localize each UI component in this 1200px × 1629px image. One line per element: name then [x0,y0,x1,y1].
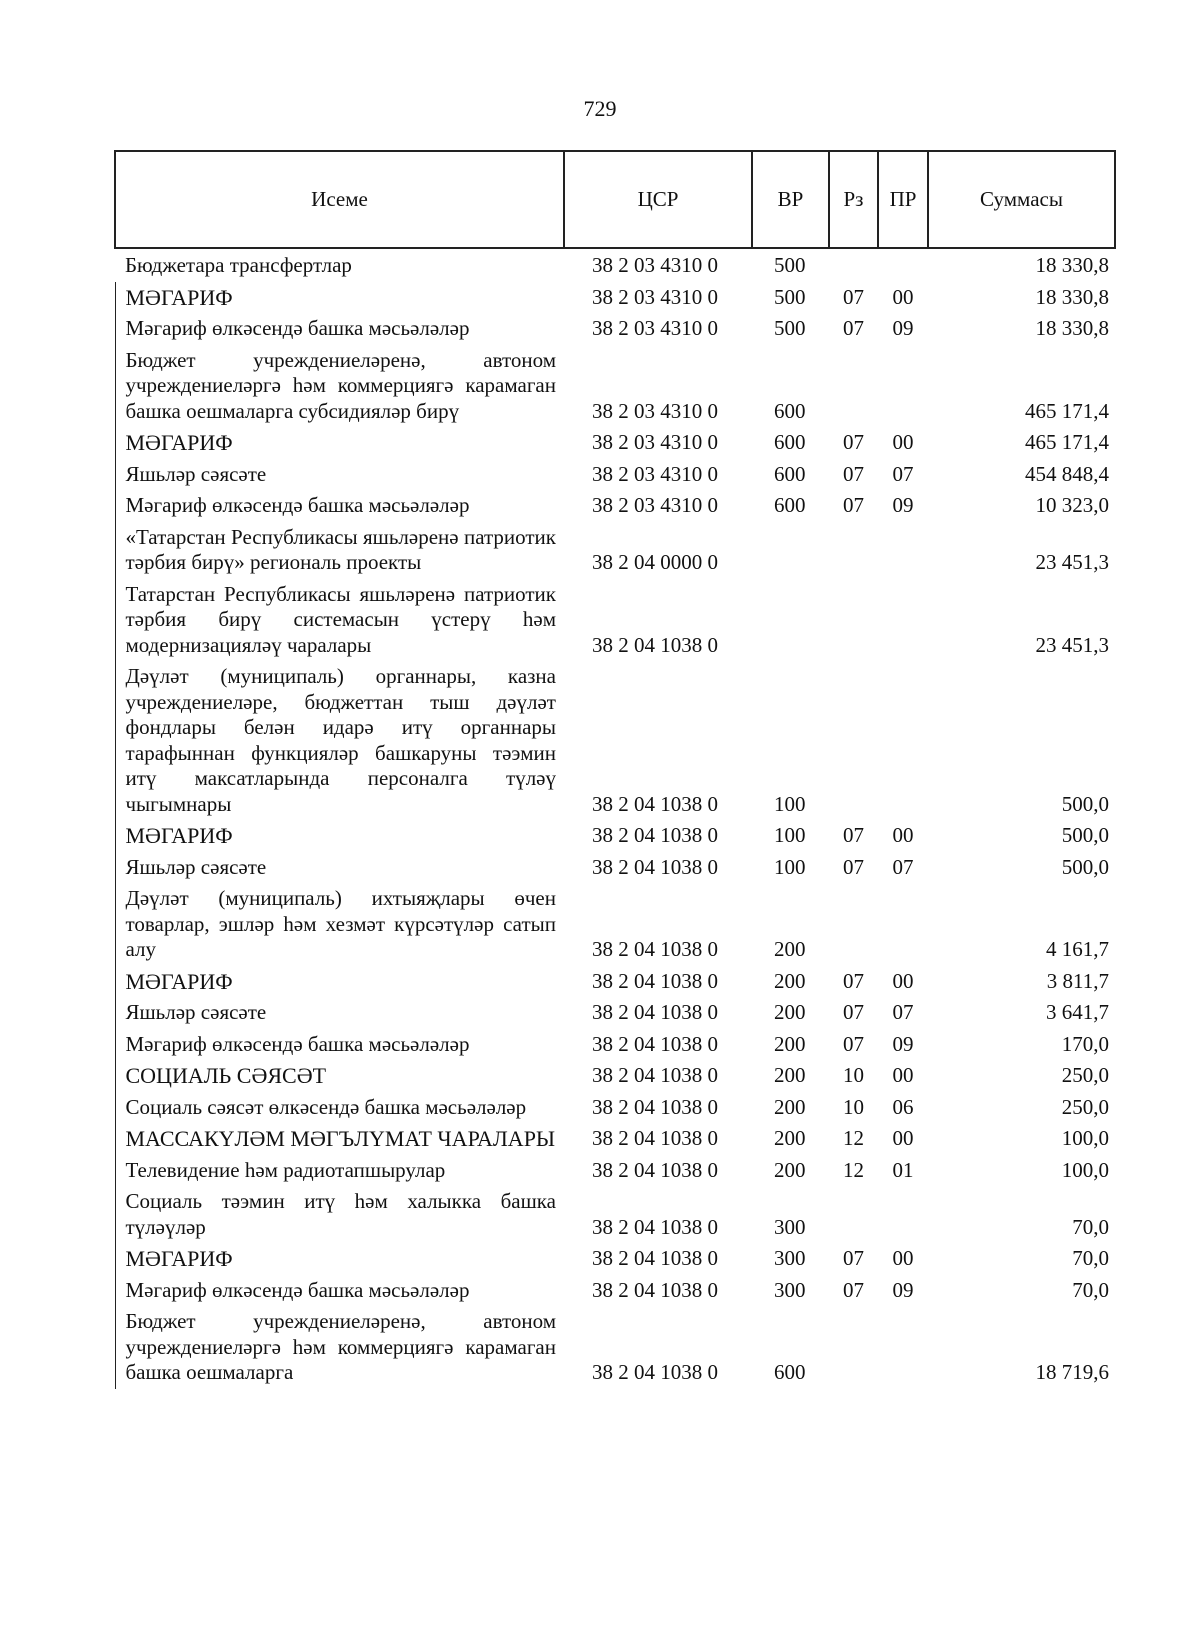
cell-rz [829,579,878,662]
cell-name: Социаль тәэмин итү һәм халыкка башка түләүләр [115,1186,564,1243]
cell-vr: 600 [774,430,806,454]
cell-pr [878,661,928,820]
table-row [115,579,1115,662]
cell-name: Яшьләр сәясәте [115,459,564,491]
cell-name: Бюджет учреждениеләренә, автоном учреждениеләргә һәм коммерциягә карамаган башка оешмаларга субсидияләр бирү [115,345,564,428]
table-row [115,997,1115,1029]
cell-vr: 200 [774,937,806,961]
cell-csr: 38 2 03 4310 0 [592,316,718,340]
table-row [115,282,1115,314]
cell-rz [829,661,878,820]
page-number: 729 [583,96,617,121]
cell-sum: 18 330,8 [1035,253,1109,277]
cell-pr: 00 [892,823,914,847]
cell-pr [878,248,928,282]
table-row [115,820,1115,852]
table-row [115,248,1115,282]
cell-rz [829,248,878,282]
cell-sum: 500,0 [1061,823,1109,847]
cell-csr: 38 2 03 4310 0 [592,493,718,517]
cell-pr: 00 [892,968,914,993]
cell-pr: 09 [892,493,914,517]
cell-pr: 09 [892,1277,914,1302]
cell-csr: 38 2 04 1038 0 [592,1157,718,1182]
table-row [115,1155,1115,1187]
cell-vr: 300 [774,1246,806,1270]
cell-pr [878,1186,928,1243]
cell-rz [829,522,878,579]
header-pr: ПР [878,151,928,248]
cell-vr: 200 [774,1157,806,1182]
cell-csr: 38 2 04 1038 0 [592,1000,718,1024]
table-row [115,313,1115,345]
cell-pr: 07 [892,1000,914,1024]
cell-csr: 38 2 03 4310 0 [592,398,718,423]
cell-sum: 500,0 [1061,854,1109,879]
cell-sum: 250,0 [1061,1094,1109,1119]
cell-name: МӘГАРИФ [115,282,564,314]
cell-rz: 07 [843,823,864,847]
cell-name: СОЦИАЛЬ СӘЯСӘТ [115,1060,564,1092]
cell-csr: 38 2 04 1038 0 [592,1214,718,1239]
cell-rz: 07 [843,493,864,517]
cell-pr: 07 [892,461,914,486]
cell-pr: 06 [892,1094,914,1119]
cell-vr [752,579,829,662]
cell-name: Телевидение һәм радиотапшырулар [115,1155,564,1187]
cell-csr: 38 2 03 4310 0 [592,253,718,277]
table-row [115,1243,1115,1275]
cell-vr: 200 [774,1000,806,1024]
cell-vr: 300 [774,1277,806,1302]
table-row [115,1092,1115,1124]
cell-sum: 3 811,7 [1046,968,1109,993]
header-rz: Рз [829,151,878,248]
cell-csr: 38 2 04 1038 0 [592,1246,718,1270]
cell-pr: 00 [892,1246,914,1270]
cell-sum: 170,0 [1061,1031,1109,1056]
cell-pr: 00 [892,284,914,309]
table-row [115,345,1115,428]
table-row [115,852,1115,884]
cell-csr: 38 2 04 1038 0 [592,1031,718,1056]
header-sum: Суммасы [928,151,1115,248]
cell-csr: 38 2 04 1038 0 [592,1094,718,1119]
cell-sum: 70,0 [1072,1214,1109,1239]
cell-csr: 38 2 04 1038 0 [592,791,718,816]
cell-vr: 500 [774,316,806,340]
cell-name: Мәгариф өлкәсендә башка мәсьәләләр [115,490,564,522]
table-row [115,1306,1115,1389]
cell-rz: 07 [843,1031,864,1056]
cell-name: «Татарстан Республикасы яшьләренә патриотик тәрбия бирү» региональ проекты [115,522,564,579]
cell-sum: 70,0 [1072,1246,1109,1270]
cell-rz [829,345,878,428]
cell-name: МӘГАРИФ [115,1243,564,1275]
cell-vr: 600 [774,493,806,517]
cell-name: Татарстан Республикасы яшьләренә патриотик тәрбия бирү системасын үстерү һәм модернизацияләү чаралары [115,579,564,662]
table-row [115,1186,1115,1243]
cell-csr: 38 2 04 1038 0 [592,1277,718,1302]
cell-sum: 465 171,4 [1025,430,1109,454]
table-row [115,661,1115,820]
cell-sum: 10 323,0 [1035,493,1109,517]
cell-vr: 200 [774,1031,806,1056]
cell-vr: 500 [774,284,806,309]
cell-pr: 09 [892,1031,914,1056]
cell-rz: 07 [843,316,864,340]
cell-pr: 00 [892,1126,914,1150]
cell-name: МӘГАРИФ [115,820,564,852]
cell-rz: 07 [843,1277,864,1302]
cell-vr: 200 [774,1126,806,1150]
cell-sum: 465 171,4 [1025,398,1109,423]
table-header [115,151,1115,248]
cell-vr: 100 [774,791,806,816]
cell-name: МӘГАРИФ [115,966,564,998]
cell-name: Мәгариф өлкәсендә башка мәсьәләләр [115,1275,564,1307]
cell-sum: 3 641,7 [1046,1000,1109,1024]
cell-csr: 38 2 04 1038 0 [592,854,718,879]
cell-vr: 600 [774,461,806,486]
cell-pr [878,1306,928,1389]
cell-pr [878,345,928,428]
cell-pr: 01 [892,1157,914,1182]
header-name: Исеме [115,151,564,248]
cell-csr: 38 2 04 0000 0 [592,550,718,574]
cell-csr: 38 2 04 1038 0 [592,632,718,657]
cell-rz: 07 [843,284,864,309]
cell-vr: 200 [774,1094,806,1119]
cell-sum: 18 330,8 [1035,284,1109,309]
table-row [115,1123,1115,1155]
cell-vr: 200 [774,968,806,993]
cell-pr [878,579,928,662]
cell-name: Социаль сәясәт өлкәсендә башка мәсьәләләр [115,1092,564,1124]
cell-rz: 07 [843,1246,864,1270]
cell-pr: 09 [892,316,914,340]
cell-rz: 12 [843,1157,864,1182]
cell-rz [829,1306,878,1389]
cell-vr: 600 [774,1360,806,1384]
table-row [115,522,1115,579]
cell-sum: 23 451,3 [1035,550,1109,574]
table-row [115,883,1115,966]
cell-sum: 4 161,7 [1046,937,1109,961]
cell-rz [829,1186,878,1243]
cell-sum: 70,0 [1072,1277,1109,1302]
cell-sum: 454 848,4 [1025,461,1109,486]
cell-vr: 300 [774,1214,806,1239]
cell-rz: 10 [843,1063,864,1087]
table-row [115,966,1115,998]
cell-name: Дәүләт (муниципаль) органнары, казна учреждениеләре, бюджеттан тыш дәүләт фондлары белән идарә итү органнары тарафыннан функцияләр башкаруны тәэмин итү максатларында персоналга түләү чыгымнары [115,661,564,820]
cell-csr: 38 2 04 1038 0 [592,1360,718,1384]
budget-table [114,150,1116,1389]
header-csr: ЦСР [564,151,752,248]
cell-sum: 100,0 [1061,1126,1109,1150]
cell-vr: 100 [774,823,806,847]
table-row [115,490,1115,522]
cell-csr: 38 2 04 1038 0 [592,1063,718,1087]
table-row [115,1275,1115,1307]
cell-pr [878,883,928,966]
cell-csr: 38 2 04 1038 0 [592,1126,718,1150]
cell-pr: 00 [892,1063,914,1087]
cell-name: Яшьләр сәясәте [115,852,564,884]
cell-name: Бюджет учреждениеләренә, автоном учреждениеләргә һәм коммерциягә карамаган башка оешмаларга [115,1306,564,1389]
table-row [115,1060,1115,1092]
table-body [115,248,1115,1389]
cell-csr: 38 2 04 1038 0 [592,937,718,961]
cell-csr: 38 2 04 1038 0 [592,968,718,993]
cell-name: Мәгариф өлкәсендә башка мәсьәләләр [115,1029,564,1061]
cell-rz: 07 [843,1000,864,1024]
cell-sum: 18 330,8 [1035,316,1109,340]
cell-name: Яшьләр сәясәте [115,997,564,1029]
cell-vr: 500 [774,253,806,277]
cell-pr [878,522,928,579]
cell-vr: 200 [774,1063,806,1087]
cell-pr: 07 [892,854,914,879]
cell-csr: 38 2 04 1038 0 [592,823,718,847]
cell-sum: 500,0 [1061,791,1109,816]
cell-name: Дәүләт (муниципаль) ихтыяҗлары өчен товарлар, эшләр һәм хезмәт күрсәтүләр сатып алу [115,883,564,966]
cell-rz [829,883,878,966]
table-row [115,459,1115,491]
cell-vr: 600 [774,398,806,423]
cell-csr: 38 2 03 4310 0 [592,461,718,486]
cell-vr [752,522,829,579]
cell-name: МАССАКҮЛӘМ МӘГЪЛҮМАТ ЧАРАЛАРЫ [115,1123,564,1155]
cell-sum: 18 719,6 [1035,1360,1109,1384]
cell-rz: 12 [843,1126,864,1150]
cell-name: Бюджетара трансфертлар [125,253,352,277]
cell-vr: 100 [774,854,806,879]
cell-name: Мәгариф өлкәсендә башка мәсьәләләр [115,313,564,345]
cell-rz: 07 [843,461,864,486]
cell-csr: 38 2 03 4310 0 [592,430,718,454]
cell-sum: 100,0 [1061,1157,1109,1182]
cell-sum: 23 451,3 [1035,632,1109,657]
cell-pr: 00 [892,430,914,454]
table-row [115,1029,1115,1061]
header-vr: ВР [752,151,829,248]
cell-rz: 07 [843,430,864,454]
cell-sum: 250,0 [1061,1063,1109,1087]
cell-csr: 38 2 03 4310 0 [592,284,718,309]
cell-rz: 07 [843,968,864,993]
cell-rz: 10 [843,1094,864,1119]
cell-name: МӘГАРИФ [115,427,564,459]
cell-rz: 07 [843,854,864,879]
table-row [115,427,1115,459]
